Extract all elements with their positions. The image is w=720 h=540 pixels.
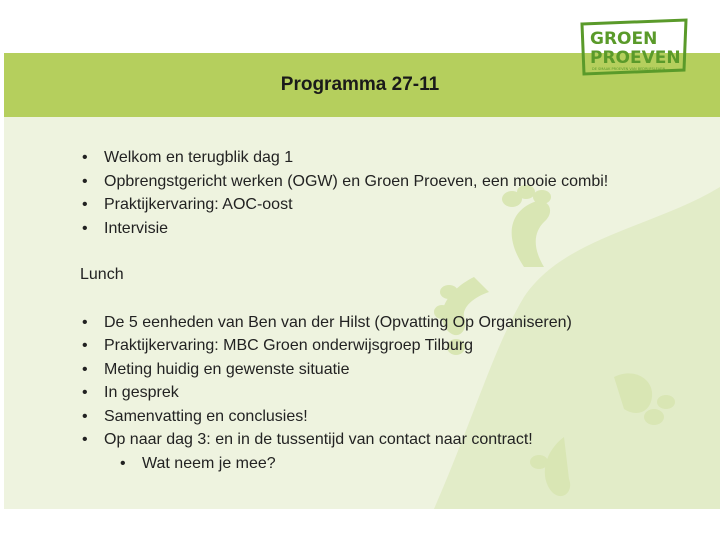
bullet-icon: •	[82, 360, 88, 378]
bullet-icon: •	[120, 454, 126, 472]
bullet-icon: •	[82, 384, 88, 401]
program-list-afternoon	[80, 311, 700, 476]
list-item-text: Praktijkervaring: MBC Groen onderwijsgroep Tilburg	[104, 337, 474, 354]
list-item-text: In gesprek	[104, 384, 179, 401]
list-item	[80, 381, 700, 405]
list-item-text: Welkom en terugblik dag 1	[104, 149, 294, 166]
list-item-text: Samenvatting en conclusies!	[104, 407, 308, 425]
list-item	[80, 428, 700, 452]
bullet-icon: •	[82, 219, 88, 237]
list-item	[80, 311, 700, 335]
list-item	[80, 170, 700, 194]
list-item	[80, 405, 700, 429]
list-item-text: Intervisie	[104, 219, 169, 237]
slide-body	[80, 146, 700, 475]
list-item	[80, 217, 700, 241]
list-item-text: Praktijkervaring: AOC-oost	[104, 196, 293, 213]
svg-text:PROEVEN: PROEVEN	[590, 48, 681, 68]
list-item-text: De 5 eenheden van Ben van der Hilst (Opvatting Op Organiseren)	[104, 313, 572, 331]
list-item	[80, 334, 700, 358]
list-item	[80, 146, 700, 170]
slide-title: Programma 27-11	[280, 74, 440, 95]
svg-text:GROEN: GROEN	[590, 29, 658, 49]
list-item-text: Wat neem je mee?	[142, 454, 276, 472]
bullet-icon: •	[82, 337, 88, 354]
list-item-text: Opbrengstgericht werken (OGW) en Groen Proeven, een mooie combi!	[104, 172, 609, 190]
list-item-text: Meting huidig en gewenste situatie	[104, 360, 350, 378]
bullet-icon: •	[82, 149, 88, 166]
list-item	[80, 358, 700, 382]
sub-list-item	[80, 452, 700, 476]
list-item-text: Op naar dag 3: en in de tussentijd van contact naar contract!	[104, 431, 533, 448]
list-item	[80, 193, 700, 217]
groen-proeven-logo	[578, 18, 690, 78]
bullet-icon: •	[82, 313, 88, 331]
program-list-morning	[80, 146, 700, 240]
bullet-icon: •	[82, 407, 88, 425]
bullet-icon: •	[82, 172, 88, 190]
lunch-label: Lunch	[80, 266, 124, 283]
bullet-icon: •	[82, 196, 88, 213]
bullet-icon: •	[82, 431, 88, 448]
svg-text:DE SMAAK PROEVEN VAN BEDRIJFSL: DE SMAAK PROEVEN VAN BEDRIJFSLEVEN	[592, 67, 666, 71]
